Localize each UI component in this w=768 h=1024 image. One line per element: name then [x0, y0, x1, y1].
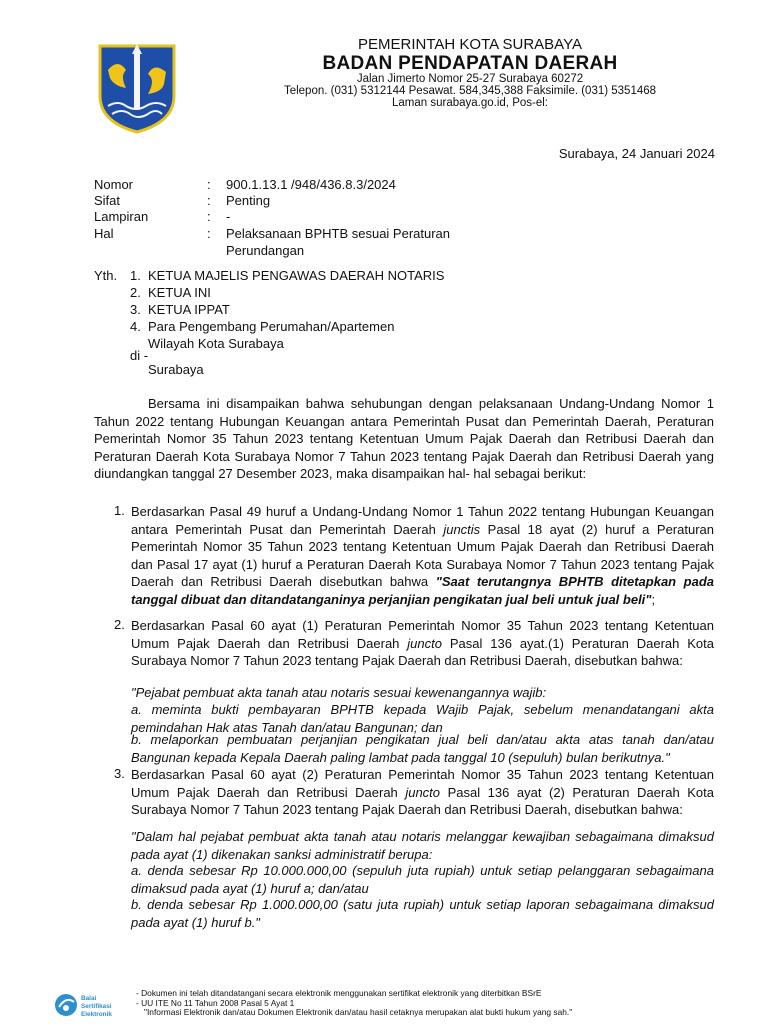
svg-text:Sertifikasi: Sertifikasi [81, 1003, 112, 1010]
letterhead-phone: Telepon. (031) 5312144 Pesawat. 584,345,388 Faksimile. (031) 5351468 [283, 85, 657, 97]
item-quote: b. denda sebesar Rp 1.000.000,00 (satu juta rupiah) untuk setiap laporan sebagaimana dimaksud pada ayat (1) huruf b." [131, 897, 714, 930]
intro-paragraph: Bersama ini disampaikan bahwa sehubungan dengan pelaksanaan Undang-Undang Nomor 1 Tahun 2022 tentang Hubungan Keuangan antara Pemerintah Pusat dan Pemerintah Daerah, Peraturan Pemerintah Nomor 35 Tahun 2023 tentang Ketentuan Umum Pajak Daerah dan Retribusi Daerah dan Peraturan Daerah Kota Surabaya Nomor 7 Tahun 2023 tentang Pajak Daerah dan Retribusi Daerah yang diundangkan tanggal 27 Desember 2023, maka disampaikan hal- hal sebagai berikut: [94, 396, 714, 482]
item-text: Berdasarkan Pasal 60 ayat (2) Peraturan Pemerintah Nomor 35 Tahun 2023 tentang Ketentuan Umum Pajak Daerah dan Retribusi Daerah [131, 767, 714, 800]
meta-key: Lampiran [94, 209, 149, 224]
item-paragraph [131, 617, 714, 670]
item-quote: a. meminta bukti pembayaran BPHTB kepada Wajib Pajak, sebelum menandatangani akta pemindahan Hak atas Tanah dan/atau Bangunan; dan [131, 702, 714, 735]
meta-colon: : [207, 177, 211, 192]
item-quote: a. denda sebesar Rp 10.000.000,00 (sepuluh juta rupiah) untuk setiap pelanggaran sebagaimana dimaksud pada ayat (1) huruf a; dan/atau [131, 863, 714, 896]
meta-colon: : [207, 193, 211, 208]
item-number: 2. [114, 617, 125, 632]
meta-value: - [226, 209, 231, 224]
letterhead-government: PEMERINTAH KOTA SURABAYA [358, 36, 582, 53]
item-paragraph [131, 766, 714, 819]
meta-key: Nomor [94, 177, 134, 192]
footer-line: - UU ITE No 11 Tahun 2008 Pasal 5 Ayat 1 [136, 997, 295, 1008]
item-number: 1. [114, 503, 125, 518]
item-text: Berdasarkan Pasal 49 huruf a Undang-Undang Nomor 1 Tahun 2022 tentang Hubungan Keuangan antara Pemerintah Pusat dan Pemerintah Daerah [131, 504, 714, 537]
footer-line: "Informasi Elektronik dan/atau Dokumen Elektronik dan/atau hasil cetaknya merupakan alat bukti hukum yang sah." [144, 1007, 573, 1018]
item-number: 3. [114, 766, 125, 781]
item-quote: "Pejabat pembuat akta tanah atau notaris sesuai kewenangannya wajib: [131, 685, 547, 700]
recipient-number: 3. [130, 302, 141, 317]
footer-line: - Dokumen ini telah ditandatangani secara elektronik menggunakan sertifikat elektronik yang diterbitkan BSrE [136, 988, 542, 998]
salutation: Yth. [94, 268, 118, 283]
recipient: KETUA IPPAT [148, 302, 230, 317]
meta-colon: : [207, 226, 211, 241]
item-text: Pasal 136 ayat.(1) Peraturan Daerah Kota Surabaya Nomor 7 Tahun 2023 tentang Pajak Daerah dan Retribusi Daerah, disebutkan bahwa: [131, 635, 714, 669]
letterhead-address: Jalan Jimerto Nomor 25-27 Surabaya 60272 [356, 73, 584, 85]
item-quote: b. melaporkan pembuatan perjanjian pengikatan jual beli dan/atau akta atas tanah dan/atau Bangunan kepada Kepala Daerah paling lambat pada tanggal 10 (sepuluh) bulan berikutnya." [131, 732, 714, 765]
letter-date: Surabaya, 24 Januari 2024 [558, 146, 715, 161]
item-term: juncto [407, 635, 442, 651]
item-term: junctis [443, 521, 481, 537]
item-text: ; [651, 591, 656, 607]
recipient: KETUA INI [148, 285, 211, 300]
item-text: Pasal 136 ayat (2) Peraturan Daerah Kota Surabaya Nomor 7 Tahun 2023 tentang Pajak Daerah dan Retribusi Daerah, disebutkan bahwa: [131, 784, 714, 818]
letterhead-web: Laman surabaya.go.id, Pos-el: [392, 97, 548, 109]
item-quote: "Dalam hal pejabat pembuat akta tanah atau notaris melanggar kewajiban sebagaimana dimaksud pada ayat (1) dikenakan sanksi administratif berupa: [131, 829, 714, 862]
item-text: Pasal 18 ayat (2) huruf a Peraturan Pemerintah Nomor 35 Tahun 2023 tentang Ketentuan Umum Pajak Daerah dan Retribusi Daerah dan Pasal 17 ayat (1) huruf a Peraturan Daerah Kota Surabaya Nomor 7 Tahun 2023 tentang Pajak Daerah dan Retribusi Daerah disebutkan bahwa [131, 521, 714, 590]
meta-key: Hal [94, 226, 114, 241]
svg-text:Balai: Balai [81, 995, 97, 1002]
recipient: Para Pengembang Perumahan/Apartemen Wilayah Kota Surabaya [148, 319, 395, 351]
surabaya-city-emblem-icon [96, 40, 178, 134]
meta-key: Sifat [94, 193, 121, 208]
item-text: Berdasarkan Pasal 60 ayat (1) Peraturan Pemerintah Nomor 35 Tahun 2023 tentang Ketentuan Umum Pajak Daerah dan Retribusi Daerah [131, 618, 714, 651]
item-paragraph [131, 503, 714, 609]
item-term: juncto [405, 784, 441, 800]
letterhead-agency: BADAN PENDAPATAN DAERAH [322, 53, 618, 74]
bsre-logo-icon [54, 990, 126, 1020]
footer-signature-note [136, 989, 572, 1018]
recipient: KETUA MAJELIS PENGAWAS DAERAH NOTARIS [148, 268, 445, 283]
meta-value: Pelaksanaan BPHTB sesuai Peraturan Perundangan [226, 226, 451, 258]
recipient-number: 4. [130, 319, 141, 334]
meta-value: Penting [226, 193, 271, 208]
addressee-di: di - [130, 348, 149, 363]
meta-colon: : [207, 209, 211, 224]
addressee-city: Surabaya [148, 362, 204, 377]
meta-value: 900.1.13.1 /948/436.8.3/2024 [226, 177, 396, 192]
svg-text:Elektronik: Elektronik [81, 1011, 112, 1018]
item-quote: "Saat terutangnya BPHTB ditetapkan pada tanggal dibuat dan ditandatanganinya perjanjian pengikatan jual beli untuk jual beli" [131, 574, 714, 607]
recipient-number: 2. [130, 285, 141, 300]
recipient-number: 1. [130, 268, 141, 283]
